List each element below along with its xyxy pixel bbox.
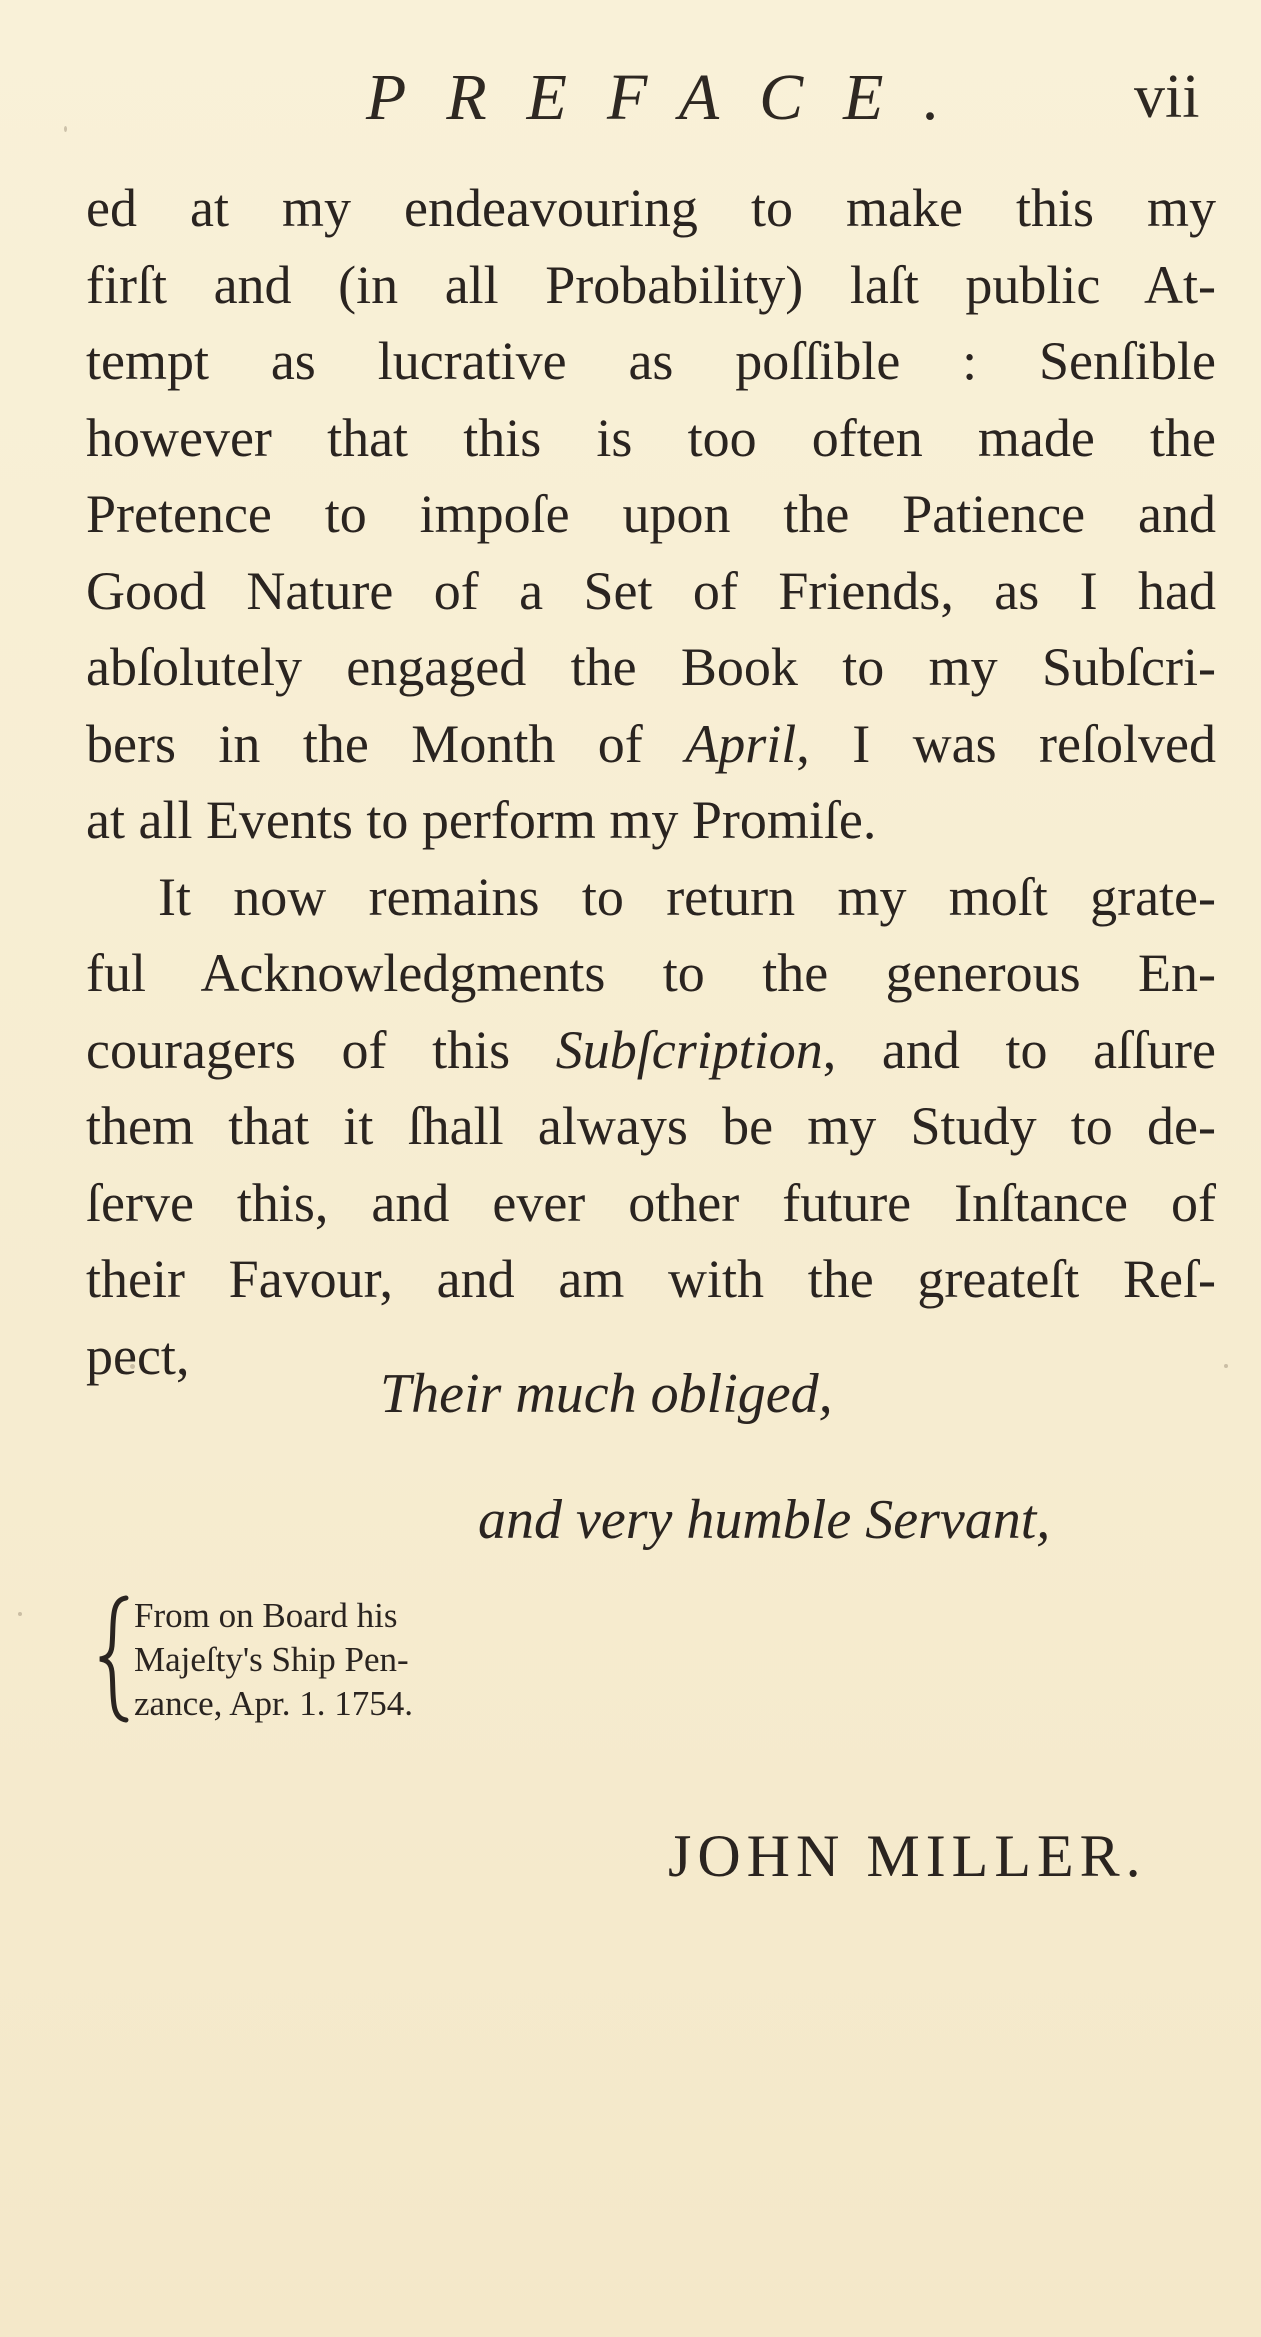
text-line: them that it ſhall always be my Study to de- [86, 1096, 1216, 1156]
author-signature: JOHN MILLER. [668, 1823, 1147, 1889]
text-line: abſolutely engaged the Book to my Subſcri- [86, 637, 1216, 697]
text-line: Pretence to impoſe upon the Patience and [86, 484, 1216, 544]
text-line: tempt as lucrative as poſſible : Senſible [86, 331, 1216, 391]
place-line: Majeſty's Ship Pen- [134, 1640, 409, 1679]
text-line: firſt and (in all Probability) laſt public At- [86, 254, 1216, 315]
ink-speck [64, 126, 67, 132]
line-text: , and to aſſure [822, 1019, 1216, 1080]
italic-subscription: Subſcription [555, 1019, 823, 1080]
page-header [0, 48, 1261, 138]
place-line: zance, Apr. 1. 1754. [134, 1684, 413, 1723]
line-text: , I was reſolved [796, 713, 1216, 774]
paragraph-start-line: It now remains to return my moſt grate- [158, 866, 1216, 927]
ink-speck [130, 1364, 135, 1369]
line-text: couragers of this [86, 1019, 556, 1080]
running-head: PREFACE. [366, 61, 980, 134]
text-line: ſerve this, and ever other future Inſtance of [86, 1172, 1216, 1233]
closing-line-2: and very humble Servant, [478, 1489, 1051, 1551]
text-line: Good Nature of a Set of Friends, as I had [86, 560, 1216, 621]
closing-line-1: Their much obliged, [380, 1363, 833, 1425]
text-line [86, 706, 1216, 783]
text-line: their Favour, and am with the greateſt Reſ- [86, 1249, 1216, 1309]
place-lines [134, 1594, 413, 1726]
text-line: at all Events to perform my Promiſe. [86, 790, 877, 850]
line-text: bers in the Month of [86, 713, 686, 774]
text-line: however that this is too often made the [86, 407, 1216, 468]
ink-speck [18, 1612, 22, 1616]
text-line [86, 1012, 1216, 1089]
text-line: pect, [86, 1325, 190, 1386]
place-line: From on Board his [134, 1596, 398, 1635]
curly-brace-icon [96, 1594, 132, 1724]
page-number: vii [1134, 63, 1200, 131]
text-line: ful Acknowledgments to the generous En- [86, 943, 1216, 1003]
text-line: ed at my endeavouring to make this my [86, 178, 1216, 238]
italic-april: April [685, 713, 797, 774]
ink-speck [1224, 1364, 1228, 1368]
preface-body [86, 170, 1216, 1394]
